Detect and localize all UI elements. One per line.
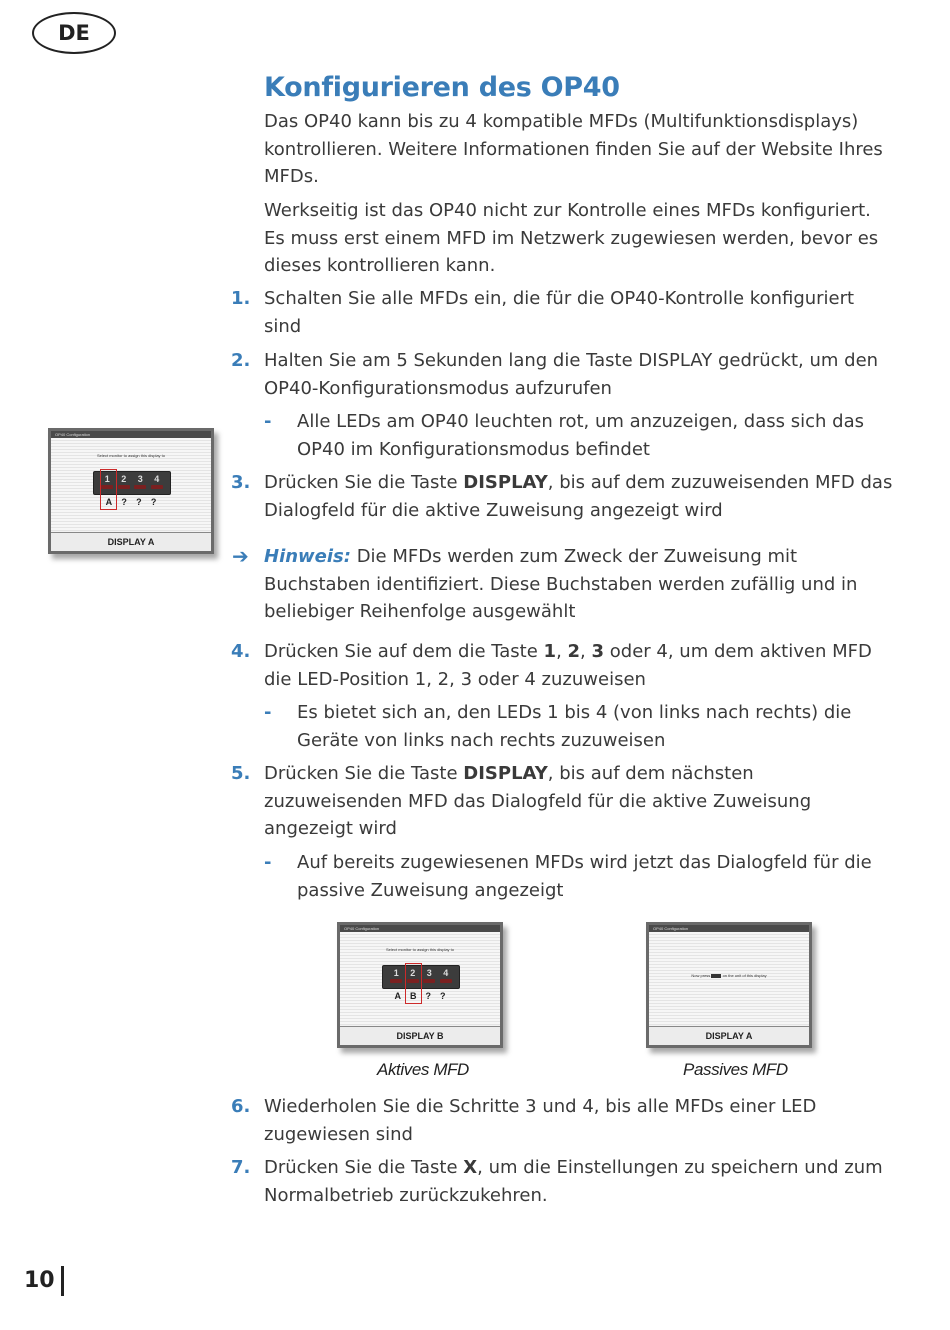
- step-number-2: 2.: [231, 350, 251, 371]
- led-number: 2: [121, 474, 127, 484]
- step-number-7: 7.: [231, 1157, 251, 1178]
- step-2-subnote: Alle LEDs am OP40 leuchten rot, um anzuzeigen, dass sich das OP40 im Konfigurationsmodus befindet: [297, 411, 864, 460]
- screen-passive-mfd: [646, 922, 812, 1048]
- assignment-letter: A: [105, 497, 113, 507]
- bullet-dash: -: [264, 411, 272, 432]
- step-number-1: 1.: [231, 288, 251, 309]
- assignment-letter: ?: [425, 991, 431, 1001]
- step-text-6: Wiederholen Sie die Schritte 3 und 4, bis alle MFDs einer LED zugewiesen sind: [264, 1096, 817, 1145]
- led: [423, 979, 435, 983]
- step-number-3: 3.: [231, 472, 251, 493]
- assignment-letter: ?: [150, 497, 157, 507]
- led: [151, 485, 163, 489]
- intro-paragraph-1: Das OP40 kann bis zu 4 kompatible MFDs (Multifunktionsdisplays) kontrollieren. Weitere Informationen finden Sie auf der Website Ihres MFDs.: [264, 111, 883, 187]
- step-5-subnote: Auf bereits zugewiesenen MFDs wird jetzt das Dialogfeld für die passive Zuweisung angezeigt: [297, 852, 872, 901]
- x-key: X: [463, 1157, 478, 1178]
- screen-titlebar: OP40 Configuration: [340, 925, 500, 932]
- screen-titlebar: OP40 Configuration: [51, 431, 211, 438]
- display-key: DISPLAY: [463, 472, 548, 493]
- screen-active-mfd: [337, 922, 503, 1048]
- screen-message: Now press on the unit of this display: [691, 973, 767, 978]
- led-number: 1: [393, 968, 399, 978]
- display-label: DISPLAY B: [340, 1026, 500, 1045]
- screen-message: Select monitor to assign this display to: [96, 453, 166, 458]
- step-number-4: 4.: [231, 641, 251, 662]
- led: [440, 979, 452, 983]
- step-number-5: 5.: [231, 763, 251, 784]
- led: [134, 485, 146, 489]
- display-key: DISPLAY: [463, 763, 548, 784]
- arrow-right-icon: ➔: [232, 544, 249, 568]
- key-glyph-icon: [711, 974, 721, 978]
- led: [118, 485, 130, 489]
- screen-display-a-active: [48, 428, 214, 554]
- led-number: 1: [104, 474, 110, 484]
- intro-paragraph-2: Werkseitig ist das OP40 nicht zur Kontrolle eines MFDs konfiguriert. Es muss erst einem MFD im Netzwerk zugewiesen werden, bevor es dieses kontrollieren kann.: [264, 200, 879, 276]
- step-text-2: Halten Sie am 5 Sekunden lang die Taste DISPLAY gedrückt, um den OP40-Konfigurationsmodus aufzurufen: [264, 350, 879, 399]
- led-number: 4: [154, 474, 160, 484]
- step-text-7: Drücken Sie die Taste X, um die Einstellungen zu speichern und zum Normalbetrieb zurückzukehren.: [264, 1157, 883, 1206]
- bullet-dash: -: [264, 702, 272, 723]
- step-4-subnote: Es bietet sich an, den LEDs 1 bis 4 (von links nach rechts) die Geräte von links nach rechts zuzuweisen: [297, 702, 852, 751]
- screen-message: Select monitor to assign this display to: [385, 947, 455, 952]
- step-text-5: Drücken Sie die Taste DISPLAY, bis auf dem nächsten zuzuweisenden MFD das Dialogfeld für die aktive Zuweisung angezeigt wird: [264, 763, 812, 839]
- page-number-divider: [61, 1266, 64, 1296]
- led-number: 4: [443, 968, 449, 978]
- display-label: DISPLAY A: [649, 1026, 809, 1045]
- caption-passive-mfd: Passives MFD: [683, 1060, 788, 1079]
- assignment-letter: B: [410, 991, 417, 1001]
- led-number: 3: [426, 968, 432, 978]
- step-number-6: 6.: [231, 1096, 251, 1117]
- hint-note: Hinweis: Die MFDs werden zum Zweck der Zuweisung mit Buchstaben identifiziert. Diese Buchstaben werden zufällig und in beliebiger Reihenfolge ausgewählt: [264, 546, 858, 622]
- assignment-letter: ?: [121, 497, 127, 507]
- led: [390, 979, 402, 983]
- step-text-1: Schalten Sie alle MFDs ein, die für die OP40-Kontrolle konfiguriert sind: [264, 288, 855, 337]
- led-number: 3: [137, 474, 143, 484]
- assignment-letter: ?: [440, 991, 446, 1001]
- step-text-4: Drücken Sie auf dem die Taste 1, 2, 3 oder 4, um dem aktiven MFD die LED-Position 1, 2, 3 oder 4 zuzuweisen: [264, 641, 872, 690]
- display-label: DISPLAY A: [51, 532, 211, 551]
- language-badge: DE: [32, 12, 116, 54]
- assignment-letter: A: [394, 991, 401, 1001]
- assignment-letter: ?: [136, 497, 142, 507]
- led-number: 2: [410, 968, 416, 978]
- bullet-dash: -: [264, 852, 272, 873]
- step-text-3: Drücken Sie die Taste DISPLAY, bis auf dem zuzuweisenden MFD das Dialogfeld für die aktive Zuweisung angezeigt wird: [264, 472, 893, 521]
- page-title: Konfigurieren des OP40: [264, 72, 620, 103]
- caption-active-mfd: Aktives MFD: [377, 1060, 469, 1079]
- screen-titlebar: OP40 Configuration: [649, 925, 809, 932]
- page-number: 10: [24, 1268, 55, 1293]
